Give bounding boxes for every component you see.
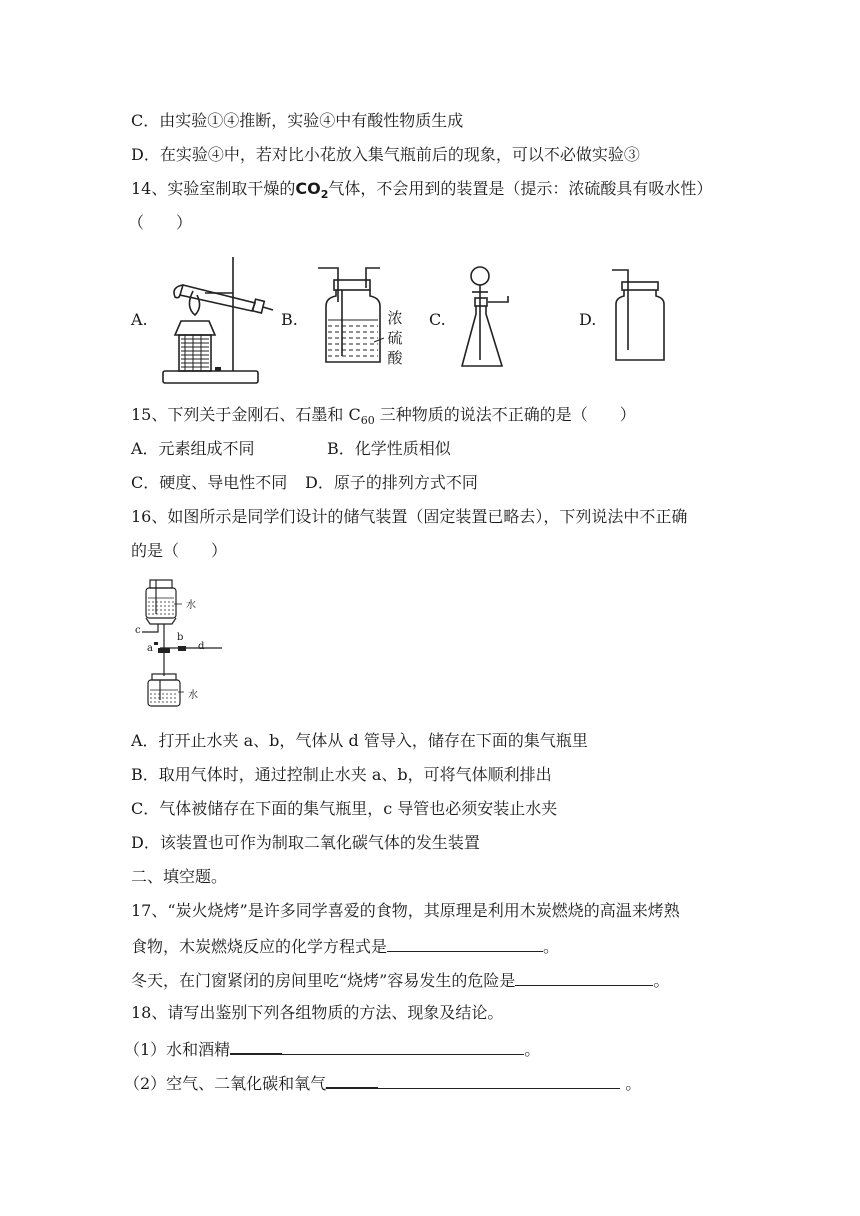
apparatus-a-heating-tube [155, 255, 275, 387]
q17-blank-equation[interactable] [387, 935, 543, 952]
q16-option-a: A．打开止水夹 a、b，气体从 d 管导入，储存在下面的集气瓶里 [131, 731, 588, 750]
q17-blank-danger[interactable] [515, 969, 653, 986]
q15-option-a: A．元素组成不同 [131, 439, 255, 458]
q14-label-c: C. [429, 310, 446, 329]
fig-label-water-top: 水 [186, 600, 196, 611]
section-heading-fill-in: 二、填空题。 [131, 867, 228, 886]
q13-option-d: D．在实验④中，若对比小花放入集气瓶前后的现象，可以不必做实验③ [131, 145, 640, 164]
q14-label-b: B. [281, 310, 298, 329]
q15-stem: 15、下列关于金刚石、石墨和 $C_{60}$ 三种物质的说法不正确的是（ ） [131, 405, 636, 428]
fig-label-d: d [198, 641, 205, 652]
q18-item-1: （1）水和酒精 。 [124, 1037, 540, 1060]
q16-option-b: B．取用气体时，通过控制止水夹 a、b，可将气体顺利排出 [131, 765, 552, 784]
fig-label-a: a [147, 643, 153, 654]
q18-blank-1b[interactable] [282, 1038, 524, 1055]
q16-stem-line1: 16、如图所示是同学们设计的储气装置（固定装置已略去），下列说法中不正确 [131, 507, 688, 526]
q15-option-c: C．硬度、导电性不同 [131, 473, 288, 492]
q14-stem: 14、实验室制取干燥的$CO_2$气体，不会用到的装置是（提示：浓硫酸具有吸水性） [131, 179, 713, 202]
apparatus-d-collection-bottle [606, 266, 672, 366]
q18-stem: 18、请写出鉴别下列各组物质的方法、现象及结论。 [131, 1003, 504, 1022]
q14-label-d: D. [579, 310, 597, 329]
q14-answer-paren: （ ） [128, 213, 193, 232]
q17-line2: 食物，木炭燃烧反应的化学方程式是 。 [131, 937, 560, 956]
q16-stem-line2: 的是（ ） [131, 541, 228, 560]
q15-option-d: D．原子的排列方式不同 [305, 473, 478, 492]
q16-option-c: C．气体被储存在下面的集气瓶里，c 导管也必须安装止水夹 [131, 799, 558, 818]
fig-label-b: b [177, 632, 184, 643]
q18-blank-2a[interactable] [326, 1071, 378, 1089]
q15-option-b: B．化学性质相似 [327, 439, 451, 458]
q17-line3: 冬天，在门窗紧闭的房间里吃“烧烤”容易发生的危险是 。 [131, 971, 670, 990]
conc-sulfuric-acid-label: 浓 硫 酸 [387, 309, 403, 367]
apparatus-c-flask-funnel [456, 262, 528, 372]
q18-item-2: （2）空气、二氧化碳和氧气 。 [124, 1071, 641, 1094]
q18-blank-2b[interactable] [378, 1072, 620, 1089]
co2-formula: $CO_2$ [295, 179, 329, 202]
q17-line1: 17、“炭火烧烤”是许多同学喜爱的食物，其原理是利用木炭燃烧的高温来烤熟 [131, 901, 680, 920]
q16-option-d: D．该装置也可作为制取二氧化碳气体的发生装置 [131, 833, 480, 852]
fig-label-c: c [135, 625, 141, 636]
q13-option-c: C．由实验①④推断，实验④中有酸性物质生成 [131, 111, 464, 130]
q18-blank-1a[interactable] [230, 1037, 282, 1055]
q14-label-a: A. [131, 310, 148, 329]
fig-label-water-bottom: 水 [188, 690, 198, 701]
